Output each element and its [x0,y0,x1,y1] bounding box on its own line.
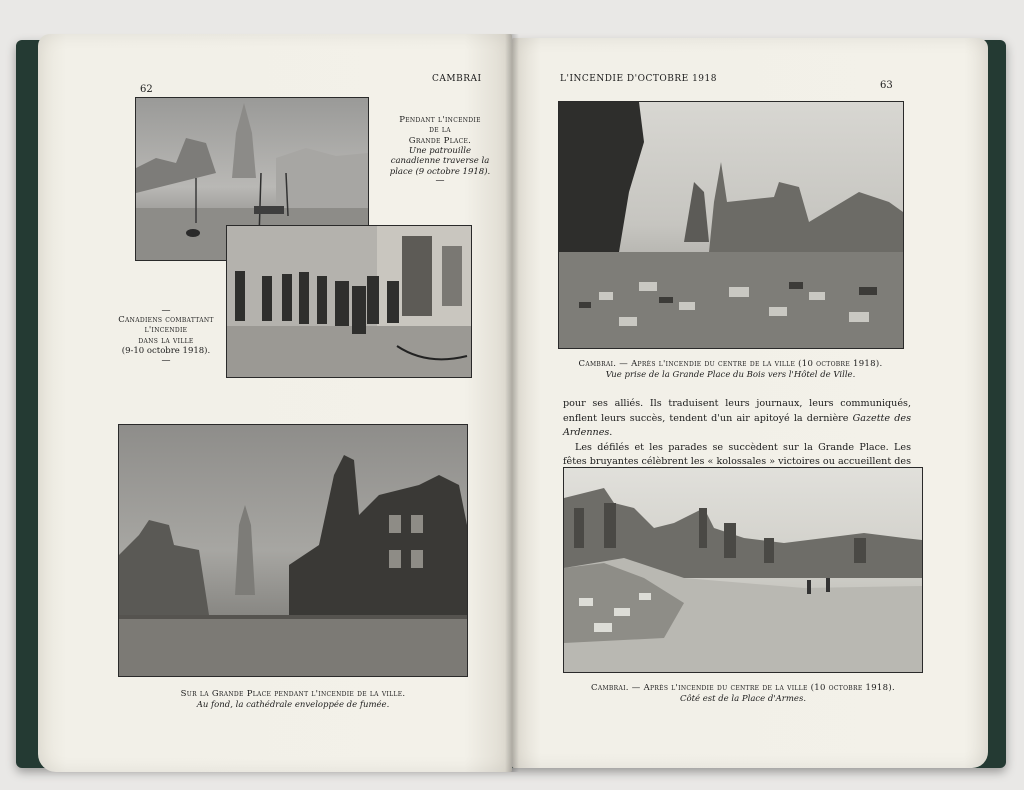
caption-patrol-line4: Une patrouille [408,146,472,157]
caption-after-fire-2 [563,683,923,706]
caption-grande-place-line2: Au fond, la cathédrale enveloppée de fumée. [196,700,390,711]
caption-grande-place-line1: Sur la Grande Place pendant l'incendie de la ville. [180,689,406,699]
photo-grande-place-fire [118,424,468,677]
photo-after-fire-hotel-de-ville [558,101,904,349]
caption-canadians-dash-top: — [161,306,171,316]
caption-patrol-dash: — [435,176,445,187]
left-page-number: 62 [140,84,153,95]
left-running-head: CAMBRAI [432,74,482,84]
caption-patrol-line6: place (9 octobre 1918). [389,166,491,177]
book-gutter [505,34,519,772]
caption-patrol-line2: de la [429,125,451,136]
caption-patrol-line3: Grande Place. [408,135,472,146]
photo-canadians-fighting-fire [226,225,472,378]
caption-after-fire-1 [558,359,903,382]
caption-canadians [118,307,214,365]
paragraph-1 [563,397,911,441]
right-running-head: L'INCENDIE D'OCTOBRE 1918 [560,74,717,84]
caption-after-fire-2-line1: Cambrai. — Après l'incendie du centre de la ville (10 octobre 1918). [591,683,895,693]
paragraph-2: Les défilés et les parades se succèdent sur la Grande Place. Les fêtes bruyantes célèbrent les « kolossales » victoires ou accueillent des [563,441,911,468]
paragraph-1-text-b: . [609,427,613,439]
right-page-number: 63 [880,80,893,91]
paragraph-1-text-a: pour ses alliés. Ils traduisent leurs journaux, leurs communiqués, enflent leurs succès, tendent d'un air apitoyé la dernière [563,398,911,424]
caption-canadians-dash-bottom: — [161,355,171,366]
caption-patrol-line5: canadienne traverse la [390,156,490,167]
caption-after-fire-1-line1: Cambrai. — Après l'incendie du centre de la ville (10 octobre 1918). [578,359,883,369]
caption-canadians-line1: Canadiens combattant [118,315,214,326]
caption-canadians-line2: l'incendie [144,325,188,336]
caption-canadians-line3: dans la ville [138,335,194,346]
caption-canadians-line4: (9-10 octobre 1918). [121,346,211,357]
caption-after-fire-2-line2: Côté est de la Place d'Armes. [679,694,807,705]
photo-place-d-armes-east [563,467,923,673]
caption-patrol-line1: Pendant l'incendie [399,115,481,125]
caption-grande-place [118,689,468,712]
caption-patrol [385,115,495,185]
paragraph-1-italic: Gazette des Ardennes [563,412,911,439]
caption-after-fire-1-line2: Vue prise de la Grande Place du Bois vers l'Hôtel de Ville. [605,370,856,381]
